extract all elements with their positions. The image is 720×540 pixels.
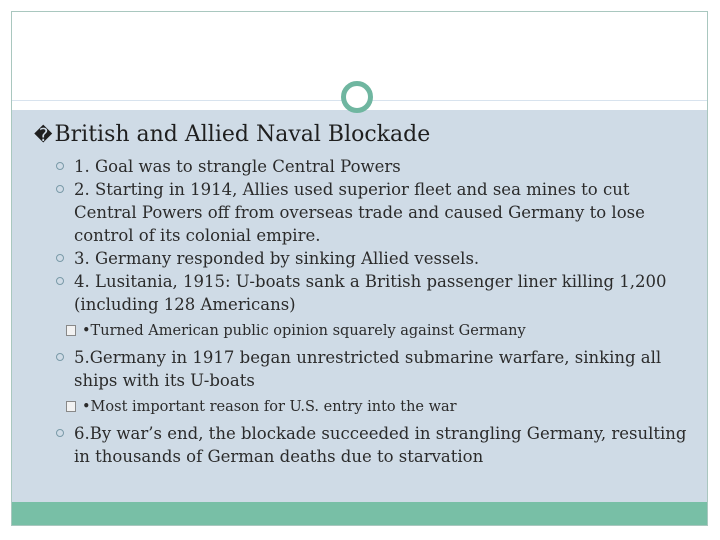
square-bullet-icon (66, 325, 76, 336)
circle-bullet-icon (56, 277, 64, 285)
sub-list-item (56, 397, 696, 417)
list-item-text: 1. Goal was to strangle Central Powers (74, 157, 401, 176)
list-item (56, 422, 696, 468)
list-item (56, 270, 696, 316)
sub-list-item (56, 321, 696, 341)
circle-bullet-icon (56, 185, 64, 193)
list-item (56, 155, 696, 178)
list-item-text: 6.By war’s end, the blockade succeeded in strangling Germany, resulting in thousands of German deaths due to starvation (74, 424, 687, 466)
circle-bullet-icon (56, 429, 64, 437)
sub-item-text: •Most important reason for U.S. entry into the war (82, 399, 457, 415)
bullet-list (56, 155, 696, 468)
heading-bullet-icon: � (34, 125, 53, 146)
heading-text: British and Allied Naval Blockade (54, 122, 431, 147)
circle-bullet-icon (56, 353, 64, 361)
bottom-accent-bar (12, 502, 707, 525)
section-heading (34, 122, 430, 147)
square-bullet-icon (66, 401, 76, 412)
list-item-text: 3. Germany responded by sinking Allied vessels. (74, 249, 480, 268)
sub-item-text: •Turned American public opinion squarely against Germany (82, 323, 526, 339)
list-item-text: 2. Starting in 1914, Allies used superior fleet and sea mines to cut Central Powers off from overseas trade and caused Germany to lose control of its colonial empire. (74, 180, 645, 245)
list-item (56, 178, 696, 247)
list-item-text: 5.Germany in 1917 began unrestricted submarine warfare, sinking all ships with its U-boats (74, 348, 662, 390)
list-item (56, 346, 696, 392)
list-item-text: 4. Lusitania, 1915: U-boats sank a British passenger liner killing 1,200 (including 128 Americans) (74, 272, 667, 314)
list-item (56, 247, 696, 270)
circle-bullet-icon (56, 162, 64, 170)
circle-ornament-icon (341, 81, 373, 113)
circle-bullet-icon (56, 254, 64, 262)
